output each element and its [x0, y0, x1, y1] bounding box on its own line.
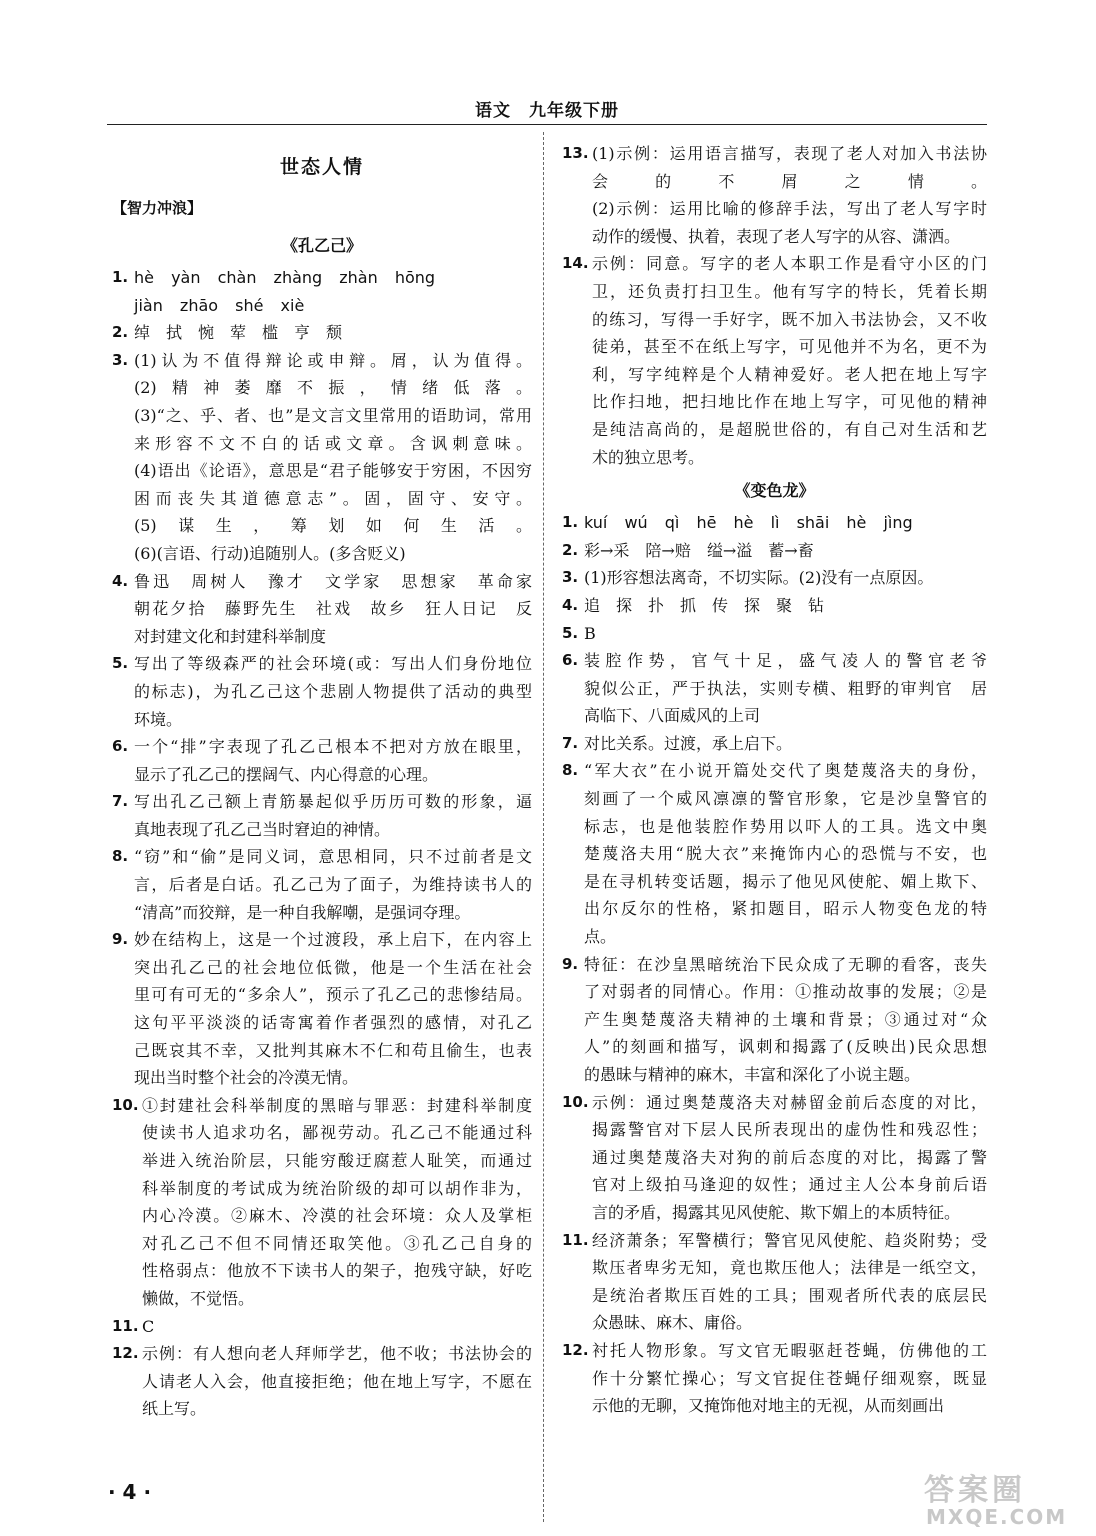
- answer-line: 标志，也是他装腔作势用以吓人的工具。选文中奥: [584, 816, 987, 836]
- answer-number: 7.: [562, 733, 579, 752]
- answer-number: 10.: [112, 1095, 139, 1114]
- answer-line: 刻画了一个威风凛凛的警官形象，它是沙皇警官的: [584, 789, 987, 809]
- answer-number: 9.: [112, 930, 129, 949]
- answer-number: 12.: [112, 1344, 139, 1363]
- answer-item: [562, 951, 987, 1089]
- answer-line: 朝花夕拾 藤野先生 社戏 故乡 狂人日记 反: [134, 599, 532, 619]
- answer-line: 追 探 扑 抓 传 探 聚 钻: [584, 595, 825, 615]
- answer-line: 言，后者是白话。孔乙己为了面子，为维持读书人的: [134, 875, 532, 895]
- answer-line: C: [142, 1316, 155, 1336]
- answer-line: 徒弟，甚至不在纸上写字，可见他并不为名，更不为: [592, 337, 987, 357]
- answer-line: 举进入统治阶层，只能穷酸迂腐惹人耻笑，而通过: [142, 1151, 532, 1170]
- header-rule: [107, 124, 987, 125]
- answer-line: “窃”和“偷”是同义词，意思相同，只不过前者是文: [134, 847, 532, 867]
- answer-line: 对孔乙己不但不同情还取笑他。③孔乙己自身的: [142, 1233, 532, 1253]
- answer-line: (4)语出《论语》，意思是“君子能够安于穷困，不因穷: [134, 461, 532, 481]
- answer-line: 科举制度的考试成为统治阶级的却可以胡作非为，: [142, 1178, 532, 1198]
- answer-item: [562, 757, 987, 950]
- answer-number: 11.: [112, 1316, 139, 1335]
- watermark-text-bottom: MXQE.COM: [926, 1505, 1068, 1529]
- answer-number: 3.: [562, 568, 579, 587]
- answer-number: 6.: [562, 651, 579, 670]
- answer-number: 12.: [562, 1340, 589, 1359]
- section-tag: 【智力冲浪】: [112, 199, 203, 217]
- answer-line: 突出孔乙己的社会地位低微，他是一个生活在社会: [134, 957, 532, 977]
- answer-number: 8.: [112, 847, 129, 866]
- answer-line: 一个“排”字表现了孔乙己根本不把对方放在眼里，: [134, 737, 532, 757]
- answer-line: 的愚昧与精神的麻木，丰富和深化了小说主题。: [584, 1065, 921, 1084]
- answer-number: 5.: [112, 654, 129, 673]
- right-column: [562, 140, 987, 1420]
- answer-number: 7.: [112, 792, 129, 811]
- answer-line: 点。: [584, 927, 617, 947]
- answer-number: 4.: [112, 571, 129, 590]
- answer-line: 是在寻机转变话题，揭示了他见风使舵、媚上欺下、: [584, 871, 987, 891]
- answer-line: (5)谋生，筹划如何生活。: [134, 516, 532, 536]
- answer-item: [562, 250, 987, 471]
- answer-line: 揭露警官对下层人民所表现出的虚伪性和残忍性；: [592, 1120, 987, 1140]
- answer-line: 高临下、八面威风的上司: [584, 706, 761, 726]
- answer-line: 写出了等级森严的社会环境(或：写出人们身份地位: [134, 654, 532, 674]
- answer-line: 通过奥楚蔑洛夫对狗的前后态度的对比，揭露了警: [592, 1147, 987, 1167]
- answer-number: 6.: [112, 737, 129, 756]
- answer-item: [562, 592, 987, 620]
- answer-line: 经济萧条；军警横行；警官见风使舵、趋炎附势；受: [592, 1230, 987, 1250]
- answer-item: [562, 1089, 987, 1227]
- answer-list-continued: [562, 140, 987, 471]
- answer-number: 1.: [562, 513, 579, 532]
- answer-line: 己既哀其不幸，又批判其麻木不仁和苟且偷生，也表: [134, 1040, 532, 1060]
- answer-list-kongyiji: [112, 264, 532, 1423]
- answer-line: 妙在结构上，这是一个过渡段，承上启下，在内容上: [134, 930, 532, 950]
- answer-line: 官对上级拍马逢迎的奴性；通过主人公本身前后语: [592, 1175, 987, 1195]
- answer-item: [112, 568, 532, 651]
- answer-line: 众愚昧、麻木、庸俗。: [592, 1313, 753, 1333]
- section-title: 世态人情: [279, 156, 364, 178]
- answer-line: 动作的缓慢、执着，表现了老人写字的从容、潇洒。: [592, 226, 961, 246]
- answer-item: [562, 730, 987, 758]
- answer-item: [562, 620, 987, 648]
- answer-line: 比作扫地，把扫地比作在地上写字，可见他的精神: [592, 392, 987, 412]
- answer-line: 人”的刻画和描写，讽刺和揭露了(反映出)民众思想: [584, 1037, 987, 1057]
- page-number: · 4 ·: [108, 1480, 152, 1504]
- answer-list-chameleon: [562, 509, 987, 1420]
- answer-line: 言的矛盾，揭露其见风使舵、欺下媚上的本质特征。: [592, 1202, 961, 1222]
- answer-item: [562, 1337, 987, 1420]
- answer-item: [112, 650, 532, 733]
- answer-line: 纸上写。: [142, 1399, 207, 1419]
- answer-line: 使读书人追求功名，鄙视劳动。孔乙己不能通过科: [142, 1123, 532, 1143]
- answer-line: hè yàn chàn zhàng zhàn hōng: [134, 268, 436, 287]
- answer-item: [112, 788, 532, 843]
- subsection-title-kongyiji: 《孔乙己》: [281, 236, 362, 255]
- answer-line: 出尔反尔的性格，紧扣题目，昭示人物变色龙的特: [584, 899, 987, 919]
- page-header: 语文 九年级下册: [475, 101, 619, 121]
- answer-line: (1)认为不值得辩论或申辩。屑，认为值得。: [134, 350, 532, 370]
- answer-number: 10.: [562, 1092, 589, 1111]
- answer-line: 产生奥楚蔑洛夫精神的土壤和背景；③通过对“众: [584, 1009, 987, 1029]
- answer-line: 写出孔乙己额上青筋暴起似乎历历可数的形象，逼: [134, 792, 532, 812]
- answer-number: 1.: [112, 268, 129, 286]
- answer-line: jiàn zhāo shé xiè: [134, 295, 305, 315]
- answer-line: 显示了孔乙己的摆阔气、内心得意的心理。: [134, 764, 439, 784]
- answer-item: [112, 1340, 532, 1423]
- answer-line: 卫，还负责打扫卫生。他有写字的特长，凭着长期: [592, 281, 987, 301]
- answer-item: [562, 1227, 987, 1337]
- answer-line: 人请老人入会，他直接拒绝；他在地上写字，不愿在: [142, 1371, 532, 1391]
- answer-line: (2)精神萎靡不振，情绪低落。: [134, 378, 532, 398]
- answer-line: (1)形容想法离奇，不切实际。(2)没有一点原因。: [584, 568, 934, 588]
- answer-number: 9.: [562, 954, 579, 973]
- answer-number: 3.: [112, 350, 129, 369]
- answer-number: 14.: [562, 254, 589, 273]
- answer-line: 貌似公正，严于执法，实则专横、粗野的审判官 居: [584, 678, 987, 698]
- answer-line: (3)“之、乎、者、也”是文言文里常用的语助词，常用: [134, 405, 532, 425]
- answer-item: [112, 319, 532, 347]
- answer-item: [112, 1092, 532, 1313]
- answer-line: 这句平平淡淡的话寄寓着作者强烈的感情，对孔乙: [134, 1013, 532, 1033]
- answer-item: [562, 647, 987, 730]
- answer-line: 了对弱者的同情心。作用：①推动故事的发展；②是: [584, 982, 987, 1002]
- answer-line: B: [584, 623, 596, 643]
- answer-number: 8.: [562, 761, 579, 780]
- answer-line: “清高”而狡辩，是一种自我解嘲，是强词夺理。: [134, 902, 471, 922]
- answer-line: 鲁迅 周树人 豫才 文学家 思想家 革命家: [134, 571, 532, 591]
- answer-item: [112, 264, 532, 319]
- answer-item: [112, 1313, 532, 1341]
- answer-line: 的练习，写得一手好字，既不加入书法协会，又不收: [592, 309, 987, 329]
- answer-item: [562, 140, 987, 250]
- answer-line: 来形容不文不白的话或文章。含讽刺意味。: [134, 433, 532, 453]
- answer-line: 术的独立思考。: [592, 447, 705, 467]
- answer-item: [562, 564, 987, 592]
- answer-line: 彩→采 陪→赔 缢→溢 蓄→畜: [584, 540, 814, 560]
- answer-line: 装腔作势，官气十足，盛气凌人的警官老爷: [584, 651, 987, 671]
- answer-number: 2.: [112, 323, 129, 342]
- answer-line: 困而丧失其道德意志”。固，固守、安守。: [134, 488, 532, 508]
- answer-line: ①封建社会科举制度的黑暗与罪恶：封建科举制度: [142, 1095, 532, 1115]
- answer-line: 是纯洁高尚的，是超脱世俗的，有自己对生活和艺: [592, 419, 987, 439]
- answer-item: [112, 347, 532, 568]
- answer-line: 里可有可无的“多余人”，预示了孔乙己的悲惨结局。: [134, 985, 532, 1005]
- answer-line: 是统治者欺压百姓的工具；围观者所代表的底层民: [592, 1285, 987, 1305]
- answer-item: [562, 537, 987, 565]
- answer-line: 示他的无聊，又掩饰他对地主的无视，从而刻画出: [592, 1396, 945, 1416]
- answer-line: (2)示例：运用比喻的修辞手法，写出了老人写字时: [592, 199, 987, 219]
- answer-line: 内心冷漠。②麻木、冷漠的社会环境：众人及掌柜: [142, 1206, 532, 1226]
- answer-line: 真地表现了孔乙己当时窘迫的神情。: [134, 819, 391, 839]
- answer-item: [112, 733, 532, 788]
- subsection-title-chameleon: 《变色龙》: [734, 481, 815, 501]
- answer-line: 懒做，不觉悟。: [142, 1288, 255, 1308]
- answer-line: 作十分繁忙操心；写文官捉住苍蝇仔细观察，既显: [592, 1368, 987, 1388]
- answer-item: [112, 926, 532, 1092]
- answer-number: 13.: [562, 144, 589, 162]
- answer-line: 会的不屑之情。: [592, 171, 987, 191]
- answer-line: 特征：在沙皇黑暗统治下民众成了无聊的看客，丧失: [584, 954, 987, 974]
- answer-line: 衬托人物形象。写文官无暇驱赶苍蝇，仿佛他的工: [592, 1340, 987, 1360]
- answer-item: [562, 509, 987, 537]
- left-column: [112, 140, 532, 1423]
- answer-line: (1)示例：运用语言描写，表现了老人对加入书法协: [592, 144, 987, 163]
- answer-line: (6)(言语、行动)追随别人。(多含贬义): [134, 543, 406, 563]
- watermark-text-top: 答案圈: [924, 1473, 1026, 1508]
- answer-number: 5.: [562, 623, 579, 642]
- answer-line: 示例：同意。写字的老人本职工作是看守小区的门: [592, 254, 987, 274]
- answer-line: 示例：通过奥楚蔑洛夫对赫留金前后态度的对比，: [592, 1092, 987, 1112]
- answer-line: kuí wú qì hē hè lì shāi hè jìng: [584, 513, 913, 533]
- answer-line: 欺压者卑劣无知，竟也欺压他人；法律是一纸空文，: [592, 1258, 987, 1278]
- answer-number: 11.: [562, 1230, 589, 1249]
- answer-line: 现出当时整个社会的冷漠无情。: [134, 1068, 359, 1088]
- answer-line: 性格弱点：他放不下读书人的架子，抱残守缺，好吃: [142, 1261, 532, 1281]
- answer-item: [112, 843, 532, 926]
- answer-line: 绰 拭 惋 荤 槛 亨 颓: [134, 323, 343, 343]
- answer-number: 4.: [562, 595, 579, 614]
- column-divider: [543, 132, 544, 1522]
- answer-number: 2.: [562, 540, 579, 559]
- answer-line: 环境。: [134, 709, 183, 729]
- answer-line: “军大衣”在小说开篇处交代了奥楚蔑洛夫的身份，: [584, 761, 987, 781]
- answer-line: 对比关系。过渡，承上启下。: [584, 733, 793, 753]
- answer-line: 的标志)，为孔乙己这个悲剧人物提供了活动的典型: [134, 681, 532, 701]
- answer-line: 楚蔑洛夫用“脱大衣”来掩饰内心的恐慌与不安，也: [584, 844, 987, 864]
- watermark-logo: [918, 1465, 1088, 1531]
- answer-line: 对封建文化和封建科举制度: [134, 626, 327, 646]
- answer-line: 示例：有人想向老人拜师学艺，他不收；书法协会的: [142, 1344, 532, 1364]
- answer-line: 利，写字纯粹是个人精神爱好。老人把在地上写字: [592, 364, 987, 384]
